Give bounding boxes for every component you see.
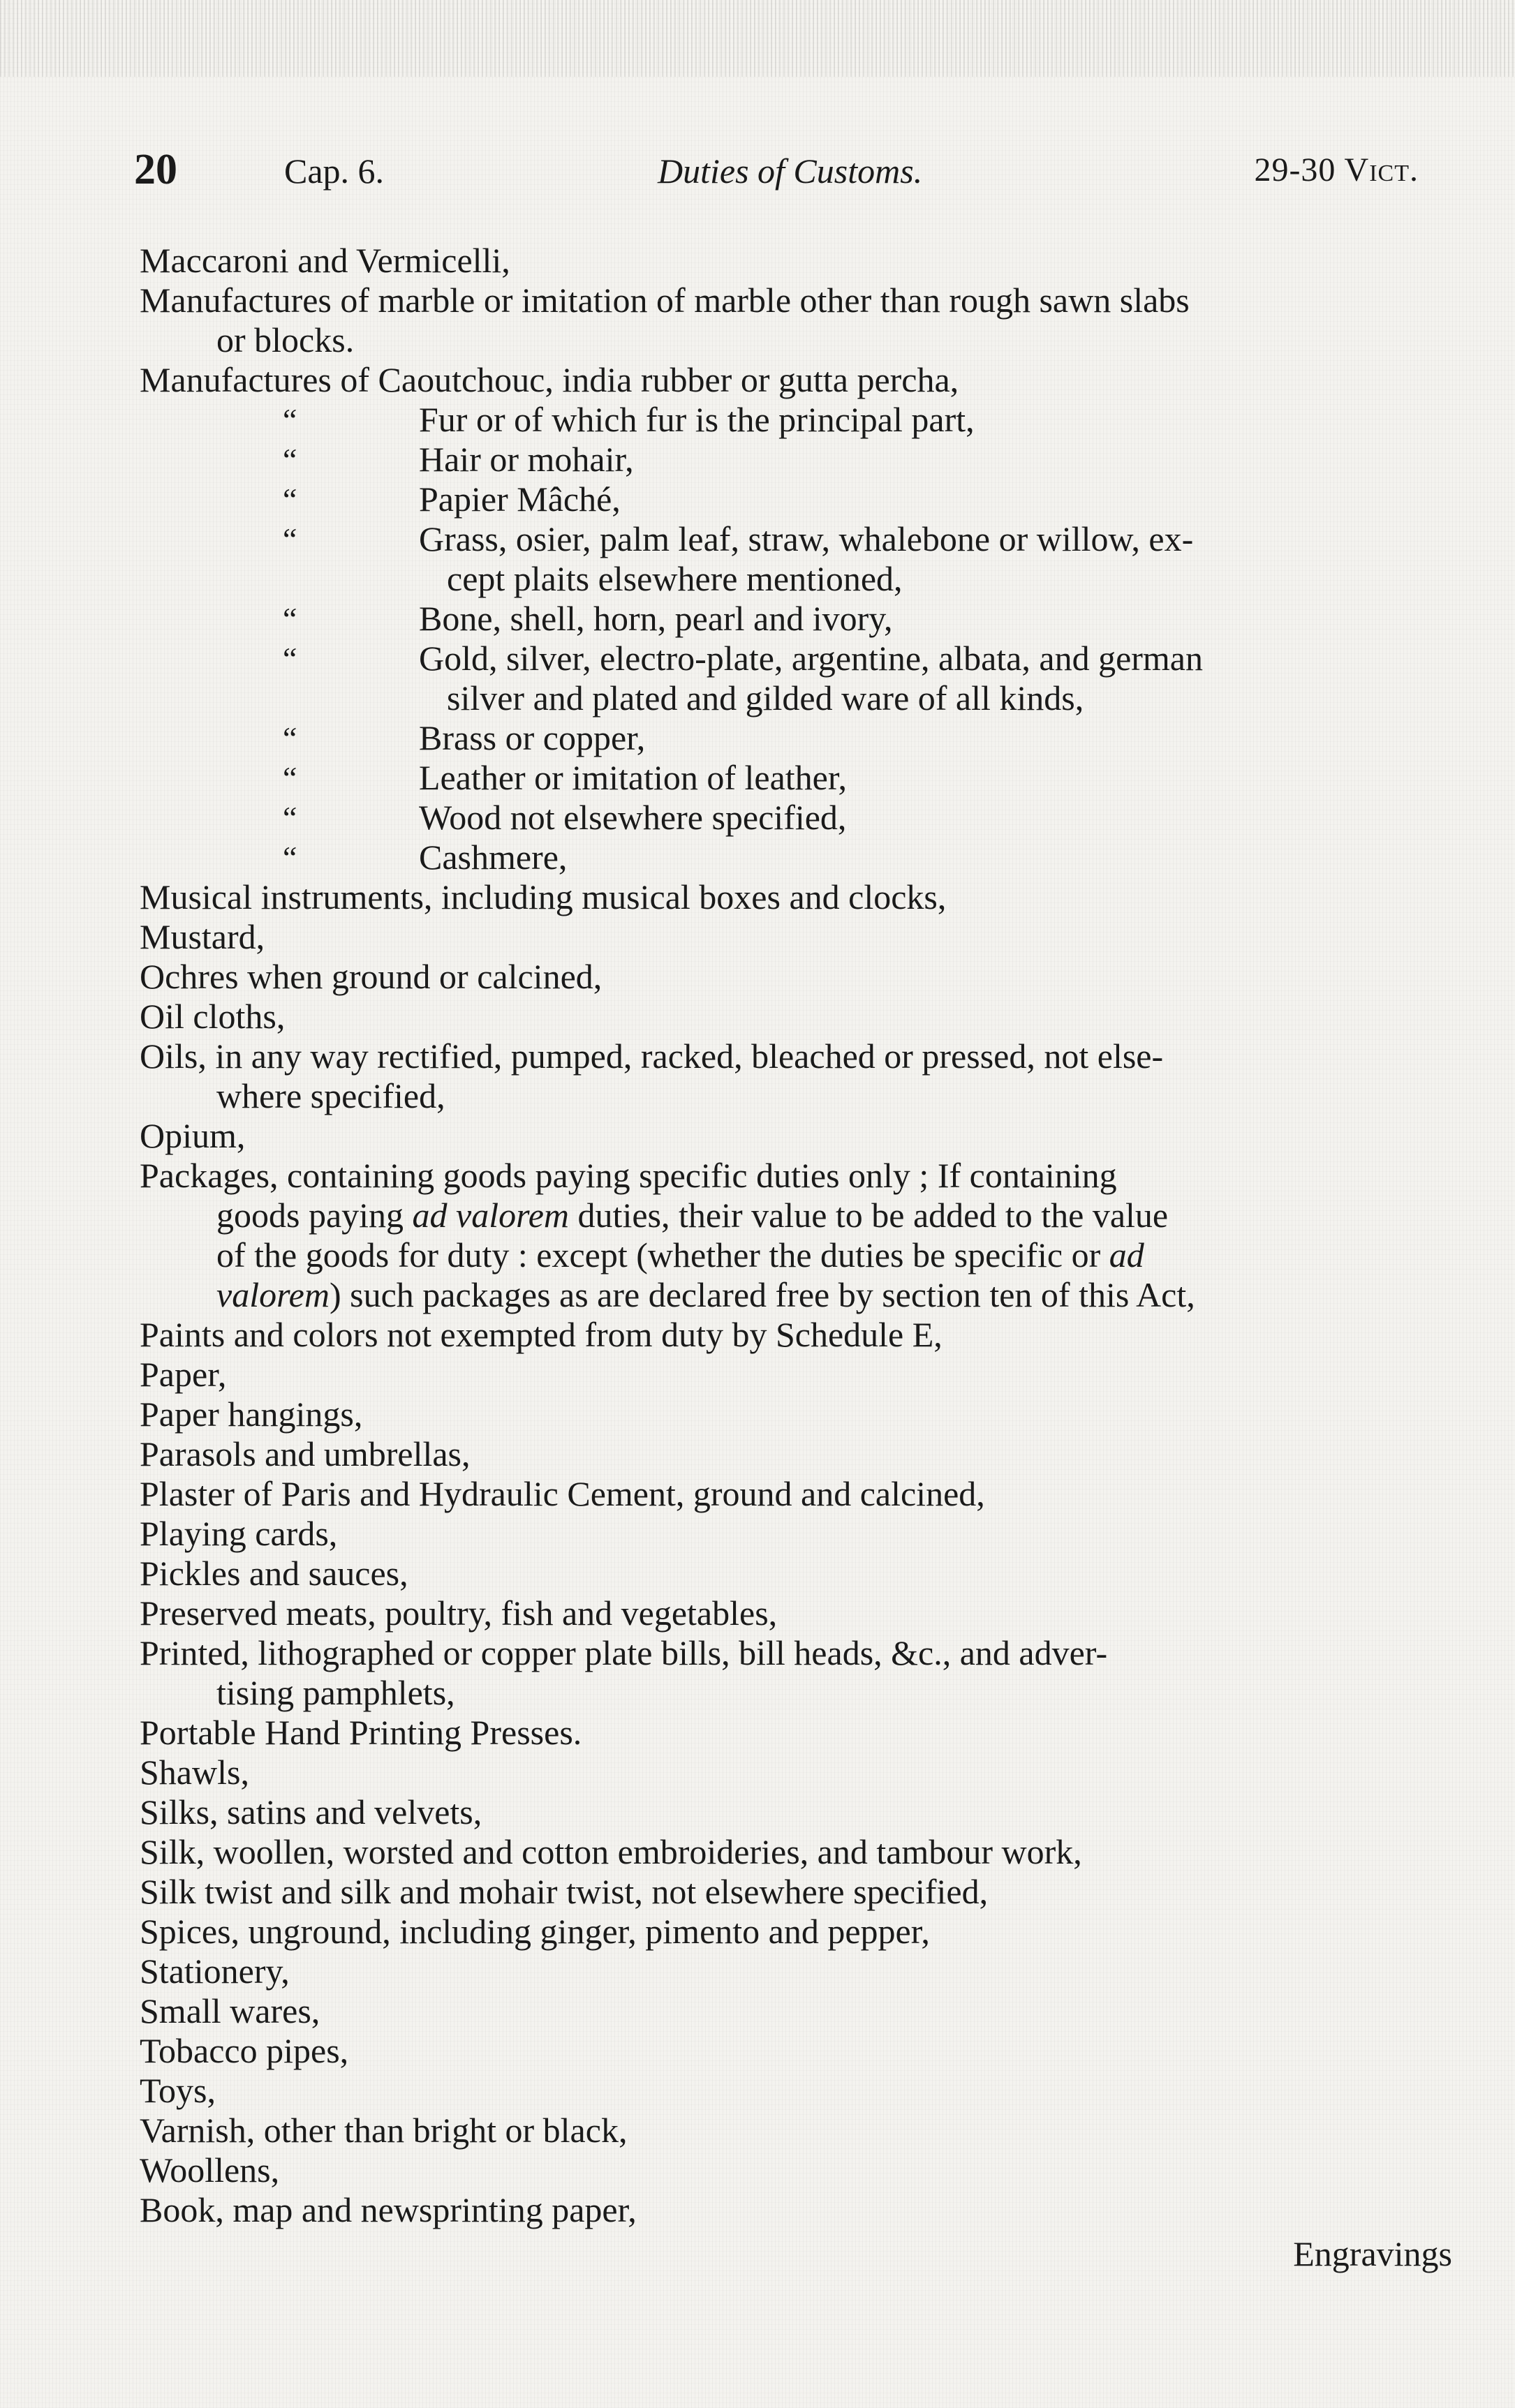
list-subitem-continuation: silver and plated and gilded ware of all kinds,: [447, 678, 1084, 718]
list-item: Printed, lithographed or copper plate bills, bill heads, &c., and adver-: [140, 1633, 1108, 1672]
list-item: Toys,: [140, 2071, 216, 2110]
list-item-continuation: [140, 1235, 1445, 1275]
list-item: Manufactures of marble or imitation of marble other than rough sawn slabs: [140, 281, 1190, 320]
catchword: Engravings: [1293, 2234, 1452, 2273]
list-item: Shawls,: [140, 1753, 249, 1792]
list-subitem: [140, 519, 1445, 559]
list-subitem: [140, 599, 1445, 639]
ditto-mark: “: [283, 641, 297, 676]
running-header: [134, 145, 1419, 201]
list-item: Paper hangings,: [140, 1395, 363, 1434]
subitem-label: Papier Mâché,: [419, 480, 621, 519]
list-item: Spices, unground, including ginger, pimento and pepper,: [140, 1912, 930, 1951]
list-item-continuation: [140, 1196, 1445, 1235]
text-run: of the goods for duty : except (whether the duties be specific or: [216, 1235, 1109, 1274]
list-item: Paints and colors not exempted from duty by Schedule E,: [140, 1315, 943, 1354]
ditto-mark: “: [283, 482, 297, 517]
ditto-mark: “: [283, 601, 297, 637]
list-item: Woollens,: [140, 2150, 280, 2190]
list-item: Small wares,: [140, 1991, 320, 2030]
list-item: Mustard,: [140, 917, 265, 956]
list-item: Oil cloths,: [140, 997, 286, 1036]
list-item: Preserved meats, poultry, fish and vegetables,: [140, 1593, 778, 1633]
ditto-mark: “: [283, 840, 297, 875]
subitem-label: Bone, shell, horn, pearl and ivory,: [419, 599, 893, 638]
list-item-continuation: or blocks.: [216, 320, 355, 359]
italic-text-run: ad: [1109, 1235, 1144, 1274]
text-run: goods paying: [216, 1196, 413, 1235]
subitem-label: Hair or mohair,: [419, 440, 634, 479]
list-item: Paper,: [140, 1355, 227, 1394]
list-item: Book, map and newsprinting paper,: [140, 2190, 637, 2229]
list-item: Stationery,: [140, 1952, 290, 1991]
list-item-continuation: [140, 1275, 1445, 1315]
italic-text-run: ad valorem: [412, 1196, 570, 1235]
text-run: ) such packages as are declared free by section ten of this Act,: [330, 1275, 1195, 1314]
list-item: Pickles and sauces,: [140, 1554, 408, 1593]
list-item: Packages, containing goods paying specific duties only ; If containing: [140, 1156, 1117, 1195]
list-subitem: [140, 838, 1445, 877]
page-number: 20: [134, 146, 177, 193]
list-subitem: [140, 400, 1445, 440]
ditto-mark: “: [283, 760, 297, 796]
list-subitem: [140, 718, 1445, 758]
subitem-label: Fur or of which fur is the principal part,: [419, 400, 975, 439]
list-item: Silks, satins and velvets,: [140, 1792, 482, 1831]
subitem-label: Leather or imitation of leather,: [419, 758, 848, 797]
list-subitem: [140, 798, 1445, 838]
duty-list: [140, 241, 1445, 2230]
chapter-label: Cap. 6.: [284, 151, 385, 191]
list-subitem-continuation: cept plaits elsewhere mentioned,: [447, 559, 903, 598]
italic-text-run: valorem: [216, 1275, 330, 1314]
subitem-label: Cashmere,: [419, 838, 568, 877]
list-item: Parasols and umbrellas,: [140, 1434, 471, 1473]
scan-noise-band: [0, 0, 1515, 77]
ditto-mark: “: [283, 442, 297, 477]
ditto-mark: “: [283, 402, 297, 438]
list-item: Ochres when ground or calcined,: [140, 957, 603, 996]
list-subitem: [140, 758, 1445, 798]
list-item: Musical instruments, including musical boxes and clocks,: [140, 877, 947, 916]
subitem-label: Brass or copper,: [419, 718, 646, 757]
list-item-continuation: tising pamphlets,: [216, 1673, 455, 1712]
subitem-label: Grass, osier, palm leaf, straw, whalebone or willow, ex-: [419, 519, 1194, 558]
list-item: Tobacco pipes,: [140, 2031, 349, 2070]
list-item: Plaster of Paris and Hydraulic Cement, ground and calcined,: [140, 1474, 985, 1513]
list-item-continuation: where specified,: [216, 1076, 445, 1115]
subitem-label: Wood not elsewhere specified,: [419, 798, 847, 837]
list-item: Portable Hand Printing Presses.: [140, 1713, 582, 1752]
list-item: Opium,: [140, 1116, 246, 1155]
regnal-year: 29-30 Vict.: [1254, 151, 1419, 188]
ditto-mark: “: [283, 720, 297, 756]
list-item: Silk twist and silk and mohair twist, not elsewhere specified,: [140, 1872, 989, 1911]
list-item: Manufactures of Caoutchouc, india rubber or gutta percha,: [140, 360, 959, 399]
list-subitem: [140, 480, 1445, 519]
text-run: duties, their value to be added to the value: [569, 1196, 1169, 1235]
list-subitem: [140, 639, 1445, 678]
ditto-mark: “: [283, 521, 297, 557]
subitem-label: Gold, silver, electro-plate, argentine, albata, and german: [419, 639, 1203, 678]
running-title: Duties of Customs.: [658, 151, 923, 191]
list-item: Maccaroni and Vermicelli,: [140, 241, 510, 280]
list-item: Varnish, other than bright or black,: [140, 2111, 628, 2150]
ditto-mark: “: [283, 800, 297, 835]
list-item: Oils, in any way rectified, pumped, racked, bleached or pressed, not else-: [140, 1036, 1164, 1076]
list-subitem: [140, 440, 1445, 480]
list-item: Silk, woollen, worsted and cotton embroideries, and tambour work,: [140, 1832, 1082, 1871]
list-item: Playing cards,: [140, 1514, 338, 1553]
